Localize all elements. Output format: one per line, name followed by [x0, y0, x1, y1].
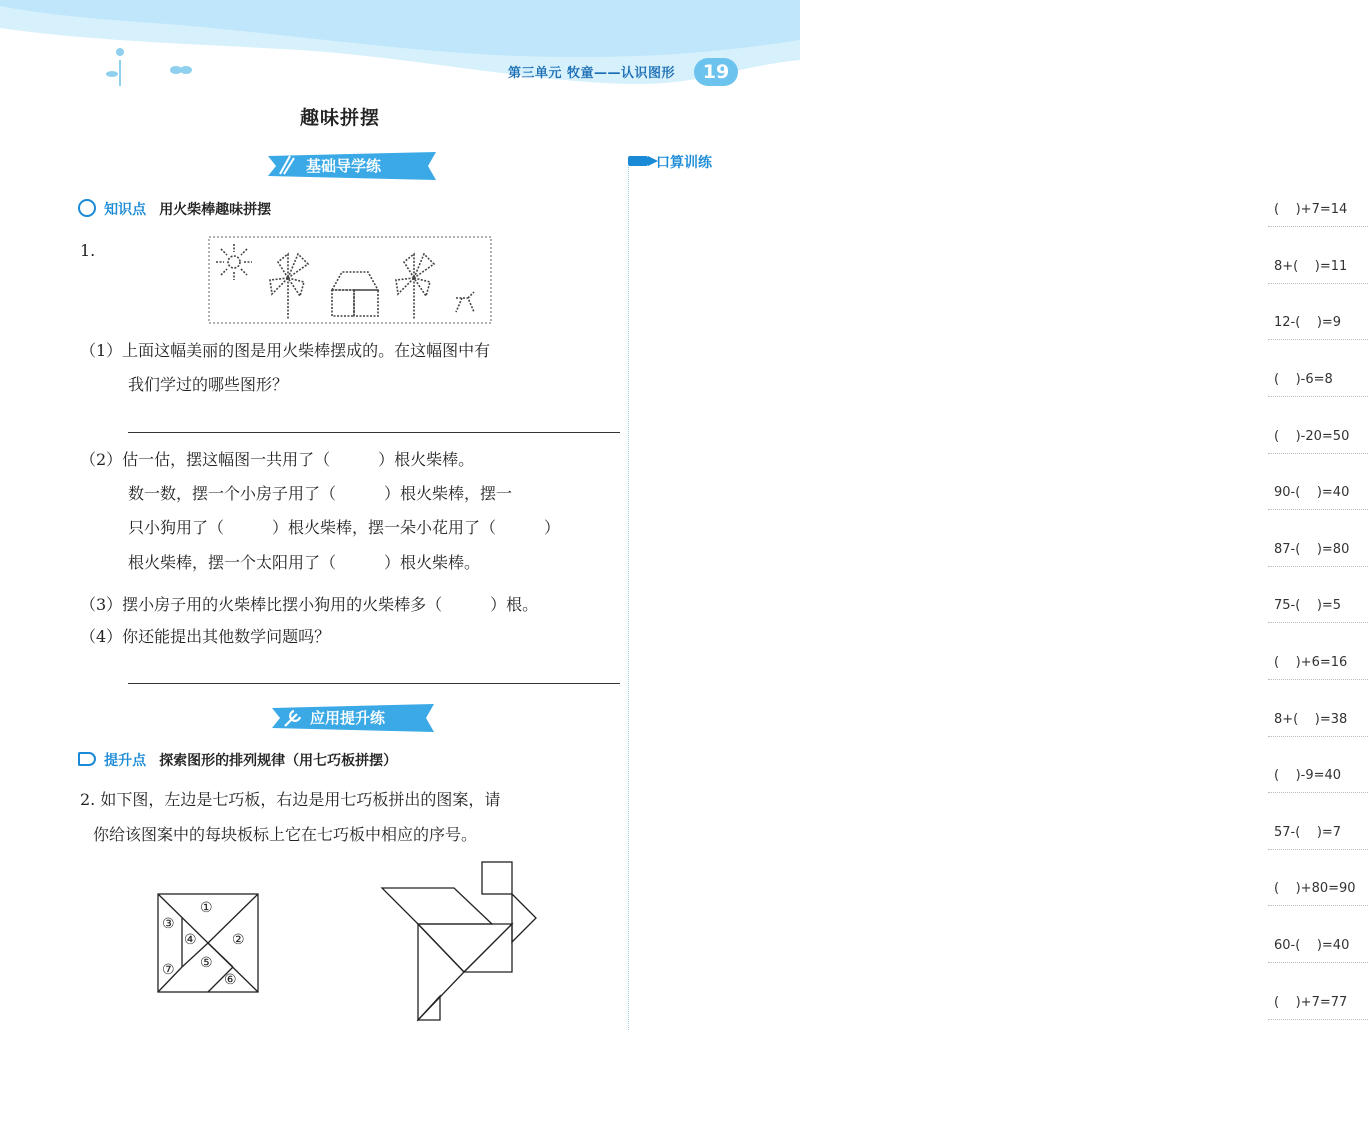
mental-math-sidebar: [634, 170, 1356, 1025]
tangram-label-7: ⑦: [162, 962, 175, 978]
improvement-text: 探索图形的排列规律（用七巧板拼摆）: [159, 753, 398, 769]
mental-math-item[interactable]: 57-( )=7: [1268, 793, 1368, 850]
q1-part2-line1: （2）估一估，摆这幅图一共用了（ ）根火柴棒。: [80, 450, 475, 469]
q1-part1-answer-line[interactable]: [128, 432, 620, 433]
tangram-labels: [162, 900, 245, 988]
pencil-ruler-icon: [276, 154, 296, 185]
mental-math-item[interactable]: 75-( )=5: [1268, 566, 1368, 623]
flower-matchstick-icon-right: [396, 254, 434, 320]
unit-title: 第三单元 牧童——认识图形: [508, 66, 676, 81]
sidebar-title: 口算训练: [656, 155, 712, 171]
tangram-label-4: ④: [184, 932, 197, 948]
q1-part1-line1: （1）上面这幅美丽的图是用火柴棒摆成的。在这幅图中有: [80, 341, 491, 360]
tangram-label-1: ①: [200, 900, 213, 916]
improvement-point: [78, 750, 397, 770]
sun-matchstick-icon: [216, 244, 252, 280]
q1-part1-line2: 我们学过的哪些图形？: [128, 375, 289, 394]
matchstick-picture: [208, 236, 492, 324]
mental-math-item[interactable]: 90-( )=40: [1268, 453, 1368, 510]
mental-math-item[interactable]: ( )+7=77: [1268, 963, 1368, 1020]
tangram-square: [156, 892, 260, 994]
rocket-icon: [78, 752, 96, 766]
advanced-section-banner: [272, 704, 434, 732]
mental-math-item[interactable]: ( )-9=40: [1268, 736, 1368, 793]
q1-part2-line2: 数一数，摆一个小房子用了（ ）根火柴棒，摆一: [128, 484, 513, 503]
tangram-label-5: ⑤: [200, 955, 213, 971]
tangram-label-6: ⑥: [224, 972, 237, 988]
wrench-icon: [282, 707, 304, 738]
page-number: 19: [694, 58, 738, 86]
mental-math-item[interactable]: 12-( )=9: [1268, 283, 1368, 340]
knowledge-text: 用火柴棒趣味拼摆: [159, 202, 272, 218]
house-matchstick-icon: [332, 272, 378, 316]
mental-math-item[interactable]: ( )+7=14: [1268, 170, 1368, 227]
butterfly-icon: [170, 66, 192, 74]
header-band: [0, 0, 800, 96]
sunflower-decoration-icon: [106, 43, 145, 86]
mental-math-item[interactable]: 8+( )=11: [1268, 227, 1368, 284]
q2-line1: 2. 如下图，左边是七巧板，右边是用七巧板拼出的图案，请: [80, 790, 501, 809]
mental-math-item[interactable]: ( )-20=50: [1268, 397, 1368, 454]
advanced-section-label: 应用提升练: [310, 709, 386, 727]
knowledge-tag: 知识点: [104, 202, 147, 218]
q1-part4-answer-line[interactable]: [128, 683, 620, 684]
tangram-label-2: ②: [232, 932, 245, 948]
q2-line2: 你给该图案中的每块板标上它在七巧板中相应的序号。: [93, 825, 478, 844]
mental-math-item[interactable]: ( )+6=16: [1268, 623, 1368, 680]
tangram-figure: [378, 858, 544, 1024]
page-title: 趣味拼摆: [300, 107, 381, 129]
q1-part3: （3）摆小房子用的火柴棒比摆小狗用的火柴棒多（ ）根。: [80, 595, 539, 614]
flower-matchstick-icon-left: [270, 254, 308, 320]
mental-math-item[interactable]: 87-( )=80: [1268, 510, 1368, 567]
knowledge-point: [78, 199, 271, 219]
sidebar-separator: [628, 165, 629, 1030]
tangram-label-3: ③: [162, 916, 175, 932]
mental-math-item[interactable]: 8+( )=38: [1268, 680, 1368, 737]
dog-matchstick-icon: [456, 292, 474, 312]
q1-part2-line3: 只小狗用了（ ）根火柴棒，摆一朵小花用了（ ）: [128, 518, 561, 537]
q1-part2-line4: 根火柴棒，摆一个太阳用了（ ）根火柴棒。: [128, 553, 481, 572]
basic-section-banner: [268, 152, 436, 180]
target-icon: [78, 199, 96, 217]
mental-math-item[interactable]: ( )-6=8: [1268, 340, 1368, 397]
mental-math-item[interactable]: 60-( )=40: [1268, 906, 1368, 963]
basic-section-label: 基础导学练: [306, 157, 382, 175]
q1-part4: （4）你还能提出其他数学问题吗？: [80, 627, 331, 646]
improvement-tag: 提升点: [104, 753, 147, 769]
q1-number: 1.: [80, 241, 96, 260]
mental-math-item[interactable]: ( )+80=90: [1268, 849, 1368, 906]
